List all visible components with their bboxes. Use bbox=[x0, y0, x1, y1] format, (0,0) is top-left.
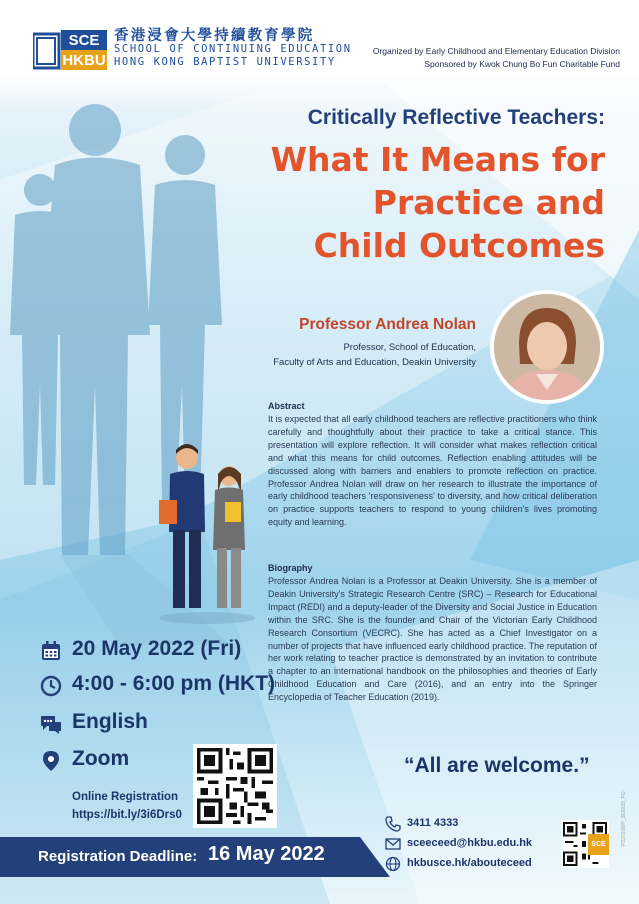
logo-mark-bottom: HKBU bbox=[62, 52, 106, 69]
speaker-role-line1: Professor, School of Education, bbox=[343, 342, 476, 353]
event-date: 20 May 2022 (Fri) bbox=[72, 637, 242, 660]
organized-prefix: Organized by bbox=[372, 46, 424, 56]
location-pin-icon bbox=[40, 750, 62, 772]
organized-by bbox=[373, 46, 620, 56]
event-time: 4:00 - 6:00 pm (HKT) bbox=[72, 672, 276, 695]
abstract-text: It is expected that all early childhood teachers are reflective practitioners who think carefully and thoughtfully about their practice to take a critical stance. This presentation will explore reflection. It will consider what makes reflection critical and what this means for child outcomes. Reflection enabling attitudes will be discussed along with barriers and enablers to promote reflection on practice. Professor Andrea Nolan will draw on her research to illustrate the importance of early childhood teachers 'responsiveness' to diversity, and how critical deliberation on practice supports teachers to respond to young children's lives promoting equity and learning. bbox=[268, 414, 597, 528]
school-name-english-line2: HONG KONG BAPTIST UNIVERSITY bbox=[114, 56, 336, 68]
sponsored-by bbox=[424, 59, 620, 69]
event-title-line1: What It Means for bbox=[270, 140, 605, 179]
school-name-chinese: 香港浸會大學持續教育學院 bbox=[114, 28, 315, 44]
contact-email[interactable]: sceeceed@hkbu.edu.hk bbox=[407, 837, 533, 849]
sponsor-name: Kwok Chung Bo Fun Charitable Fund bbox=[479, 59, 620, 69]
registration-label: Online Registration bbox=[72, 791, 179, 803]
logo-mark-top: SCE bbox=[68, 32, 100, 49]
speaker-name: Professor Andrea Nolan bbox=[299, 316, 476, 333]
event-title-line3: Child Outcomes bbox=[313, 226, 605, 265]
biography-heading: Biography bbox=[268, 563, 313, 573]
abstract-heading: Abstract bbox=[268, 401, 305, 411]
registration-link[interactable]: https://bit.ly/3i6Drs0 bbox=[72, 809, 182, 821]
organizer-name: Early Childhood and Elementary Education Division bbox=[425, 46, 620, 56]
sce-badge: SCE bbox=[588, 834, 609, 855]
welcome-message: “All are welcome.” bbox=[404, 754, 590, 777]
phone-icon bbox=[385, 816, 401, 832]
speaker-photo bbox=[490, 290, 604, 404]
contact-phone[interactable]: 3411 4333 bbox=[407, 817, 459, 829]
registration-qr-code[interactable] bbox=[193, 744, 277, 828]
chat-icon bbox=[40, 713, 62, 735]
biography-text: Professor Andrea Nolan is a Professor at Deakin University. She is a member of Deakin University's Strategic Research Centre (SRC) – Research for Educational Impact (REDI) and a deputy-leader of the Diversity and Social Justice in Education within the SRC. She is the founder and Chair of the Victorian Early Childhood Research Consortium (VECRC). She has acted as a Chief Investigator on a number of projects that have influenced early childhood practice. The reputation of her work relating to teacher practice is demonstrated by an invitation to contribute a chapter to an international handbook on the philosophies and theories of Early Childhood Education and Care (2016), and an entry into the Springer Encyclopedia of Teacher Education (2019). bbox=[268, 576, 597, 703]
qr-pattern bbox=[197, 748, 273, 824]
deadline-date: 16 May 2022 bbox=[208, 843, 325, 865]
calendar-icon bbox=[40, 640, 62, 662]
school-name-english-line1: SCHOOL OF CONTINUING EDUCATION bbox=[114, 43, 352, 55]
clock-icon bbox=[40, 675, 62, 697]
event-language: English bbox=[72, 710, 148, 733]
event-venue: Zoom bbox=[72, 747, 130, 770]
sponsored-prefix: Sponsored by bbox=[424, 59, 477, 69]
speaker-portrait bbox=[494, 294, 600, 400]
event-subtitle: Critically Reflective Teachers: bbox=[307, 106, 605, 129]
event-title-line2: Practice and bbox=[372, 183, 605, 222]
email-icon bbox=[385, 836, 401, 852]
contact-website[interactable]: hkbusce.hk/abouteceed bbox=[407, 857, 532, 869]
teachers-illustration bbox=[155, 440, 260, 625]
globe-icon bbox=[385, 856, 401, 872]
print-code: P220308/P_3E6833_PG bbox=[621, 791, 627, 846]
sce-hkbu-logo bbox=[33, 28, 107, 70]
deadline-label: Registration Deadline: bbox=[38, 848, 198, 865]
speaker-role-line2: Faculty of Arts and Education, Deakin University bbox=[273, 357, 476, 368]
